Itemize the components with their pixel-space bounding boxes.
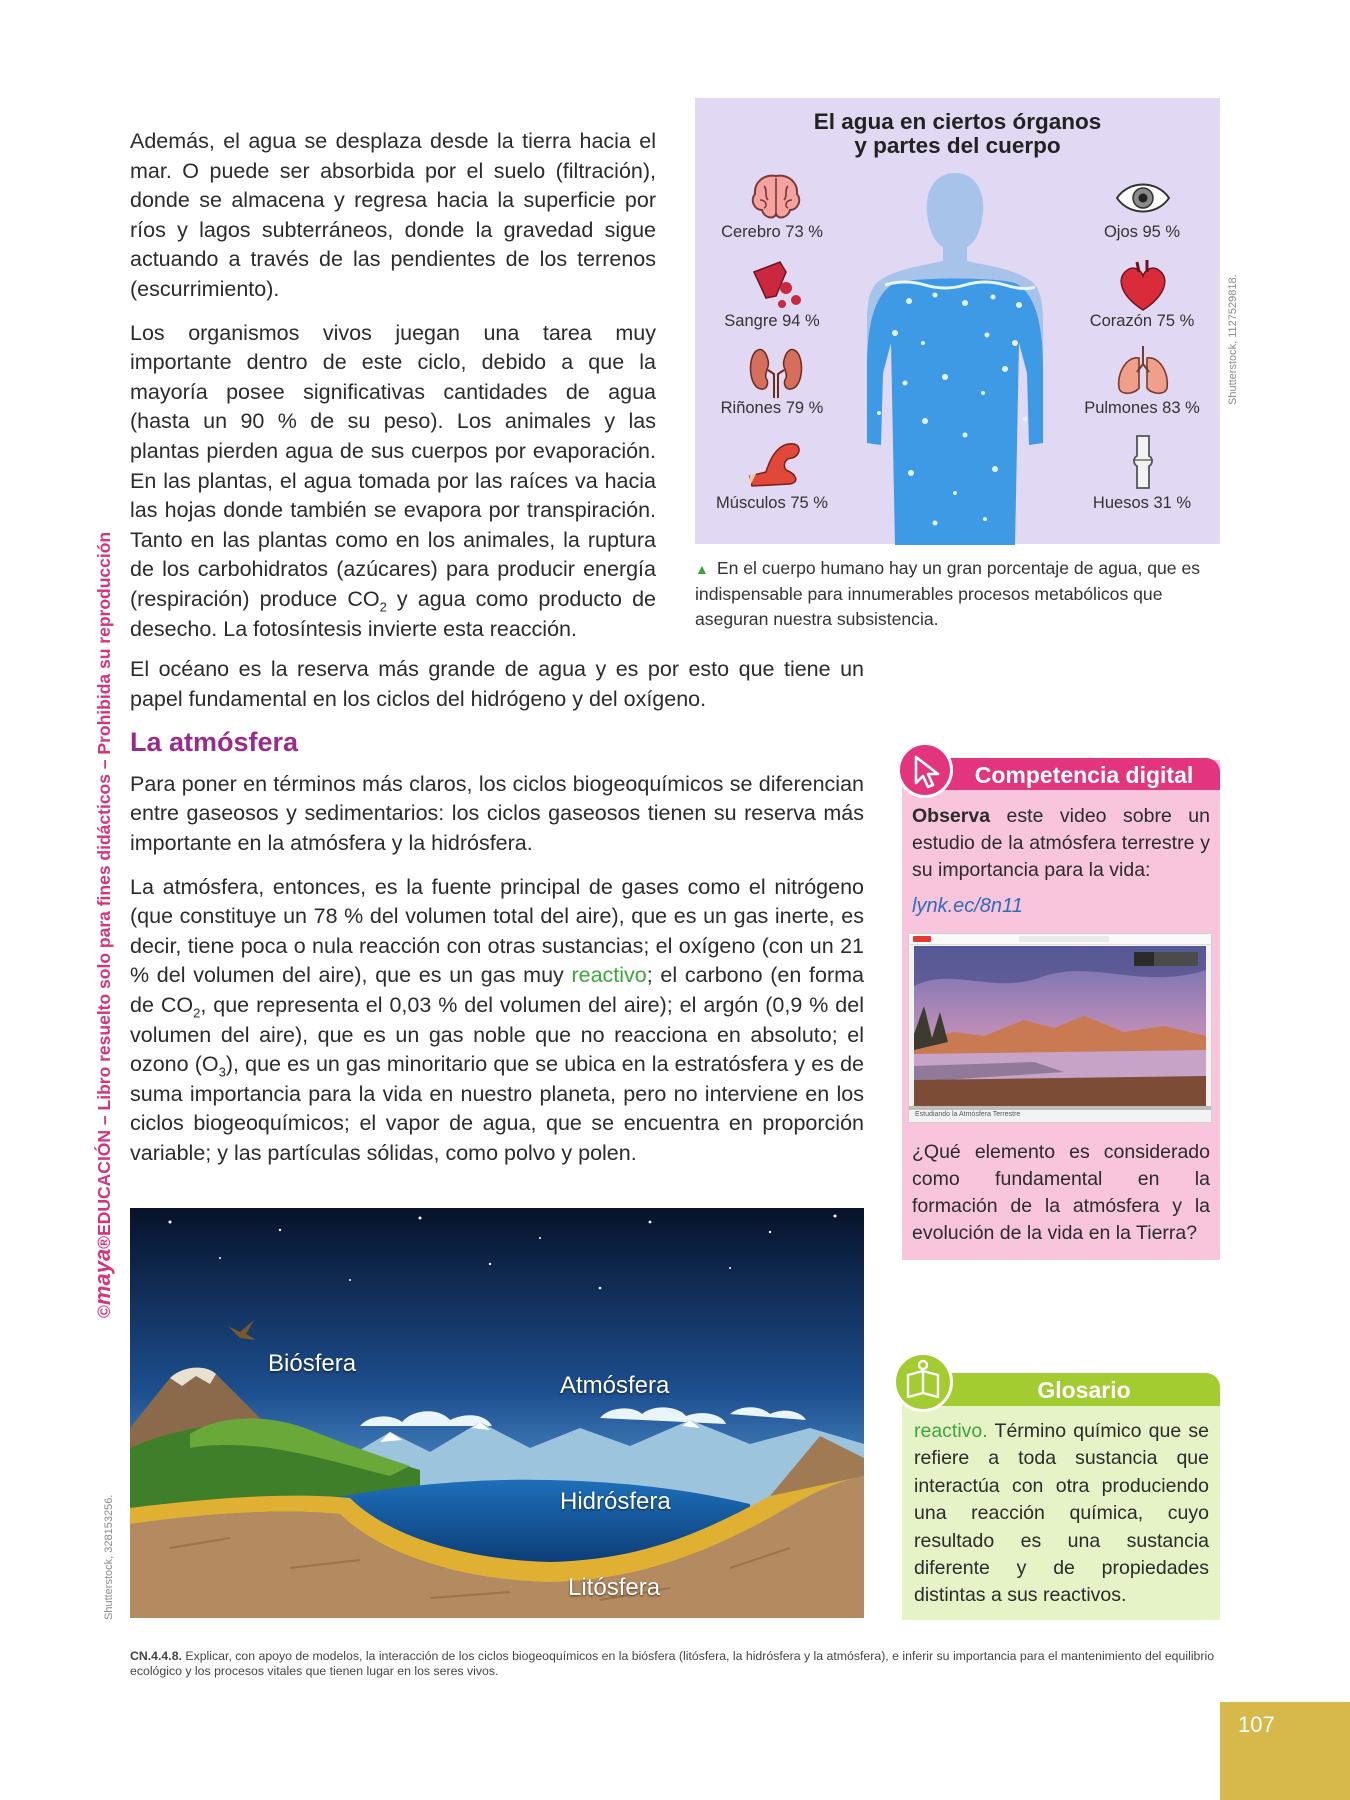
human-body-silhouette bbox=[865, 173, 1045, 545]
infographic-title: El agua en ciertos órganos y partes del cuerpo bbox=[813, 109, 1102, 158]
label-litosfera: Litósfera bbox=[568, 1574, 661, 1601]
eye-icon bbox=[1113, 170, 1173, 226]
section-title: La atmósfera bbox=[130, 727, 299, 758]
book-icon bbox=[893, 1352, 953, 1412]
water-body-infographic bbox=[695, 98, 1220, 544]
video-link[interactable]: lynk.ec/8n11 bbox=[912, 895, 1023, 917]
video-thumbnail[interactable] bbox=[908, 933, 1212, 1123]
caption-triangle-icon: ▲ bbox=[695, 561, 709, 577]
label-atmosfera: Atmósfera bbox=[560, 1372, 670, 1399]
organ-label-rinones: Riñones 79 % bbox=[720, 399, 824, 417]
organ-label-corazon: Corazón 75 % bbox=[1089, 312, 1195, 330]
competencia-digital-header: Competencia digital bbox=[938, 758, 1220, 790]
curriculum-footnote: CN.4.4.8. Explicar, con apoyo de modelos, la interacción de los ciclos biogeoquímicos en la biósfera (litósfera, la hidrósfera y la atmósfera), e inferir su importancia para el mantenimiento del equilibrio ecológico y los procesos vitales que tienen lugar en los seres vivos. bbox=[130, 1649, 1215, 1678]
competencia-text: Observa este video sobre un estudio de la atmósfera terrestre y su importancia para la vida: bbox=[912, 805, 1210, 881]
video-landscape-image bbox=[914, 946, 1206, 1106]
paragraph-atmosphere-gases: La atmósfera, entonces, es la fuente principal de gases como el nitrógeno (que constituye un 78 % del volumen total del aire), que es un gas inerte, es decir, tiene poca o nula reacción con otras sustancias; el oxígeno (con un 21 % del volumen del aire), que es un gas muy reactivo; el carbono (en forma de $CO_2$, que representa el 0,03 % del volumen del aire); el argón (0,9 % del volumen del aire), que es un gas noble que no reacciona en absoluto; el ozono $(O_3)$, que es un gas minoritario que se ubica en la estratósfera y es de suma importancia para la vida en nuestro planeta, pero no interviene en los ciclos biogeoquímicos; el vapor de agua, que se encuentra en proporción variable; y las partículas sólidas, como polvo y polen. bbox=[130, 874, 864, 1165]
organ-label-huesos: Huesos 31 % bbox=[1092, 494, 1192, 512]
muscle-icon bbox=[746, 434, 806, 490]
bone-icon bbox=[1113, 434, 1173, 490]
glosario-definition: reactivo. Término químico que se refiere a toda sustancia que interactúa con otra produciendo una reacción química, cuyo resultado es una sustancia diferente y de propiedades distintas a sus reactivos. bbox=[914, 1420, 1209, 1607]
vertical-copyright-notice: ©maya®EDUCACIÓN – Libro resuelto solo para fines didácticos – Prohibida su reproducción bbox=[90, 531, 115, 1318]
earth-spheres-illustration bbox=[130, 1208, 864, 1618]
paragraph-water-movement: Además, el agua se desplaza desde la tierra hacia el mar. O puede ser absorbida por el suelo (filtración), donde se almacena y regresa hacia la superficie por ríos y lagos subterráneos, donde la gravedad sigue actuando a través de las pendientes de los terrenos (escurrimiento). bbox=[130, 129, 656, 301]
organ-label-cerebro: Cerebro 73 % bbox=[721, 223, 823, 241]
infographic-caption: ▲ En el cuerpo humano hay un gran porcentaje de agua, que es indispensable para innumerables procesos metabólicos que aseguran nuestra subsistencia. bbox=[695, 558, 1201, 629]
paragraph-living-organisms: Los organismos vivos juegan una tarea muy importante dentro de este ciclo, debido a que la mayoría posee significativas cantidades de agua (hasta un 90 % de su peso). Los animales y las plantas pierden agua de sus cuerpos por evaporación. En las plantas, el agua tomada por las raíces va hacia las hojas donde también se evapora por transpiración. Tanto en las plantas como en los animales, la ruptura de los carbohidratos (azúcares) para producir energía (respiración) produce $CO_2$ y agua como producto de desecho. La fotosíntesis invierte esta reacción. bbox=[130, 320, 657, 641]
blood-icon bbox=[746, 258, 806, 314]
upper-text-column bbox=[130, 127, 656, 658]
paragraph-ocean: El océano es la reserva más grande de agua y es por esto que tiene un papel fundamental en los ciclos del hidrógeno y del oxígeno. bbox=[130, 657, 864, 711]
lungs-icon bbox=[1113, 344, 1173, 400]
brand-name: maya bbox=[90, 1248, 115, 1306]
infographic-credit: Shutterstock, 1127529818. bbox=[1227, 274, 1239, 405]
organ-label-ojos: Ojos 95 % bbox=[1103, 223, 1181, 241]
figure-credit: Shutterstock, 328153256. bbox=[103, 1494, 115, 1620]
label-hidrosfera: Hidrósfera bbox=[560, 1488, 671, 1515]
page-number-tab bbox=[1220, 1702, 1350, 1800]
glosario-term: reactivo. bbox=[914, 1420, 988, 1442]
organ-label-sangre: Sangre 94 % bbox=[724, 312, 820, 330]
kidneys-icon bbox=[746, 344, 806, 400]
brain-icon bbox=[746, 170, 806, 226]
video-caption: Estudiando la Atmósfera Terrestre bbox=[915, 1111, 1021, 1118]
glosario-header: Glosario bbox=[938, 1373, 1220, 1406]
keyword-reactivo[interactable]: reactivo bbox=[571, 963, 647, 988]
organ-label-pulmones: Pulmones 83 % bbox=[1084, 399, 1200, 417]
heart-icon bbox=[1113, 258, 1173, 314]
label-biosfera: Biósfera bbox=[268, 1350, 357, 1377]
earth-spheres-figure bbox=[130, 1208, 864, 1618]
page-number: 107 bbox=[1238, 1712, 1275, 1737]
competencia-question: ¿Qué elemento es considerado como fundamental en la formación de la atmósfera y la evolución de la vida en la Tierra? bbox=[912, 1141, 1210, 1244]
lower-text-column bbox=[130, 655, 864, 1183]
paragraph-cycles: Para poner en términos más claros, los ciclos biogeoquímicos se diferencian entre gaseosos y sedimentarios: los ciclos gaseosos tienen su reserva más importante en la atmósfera y la hidrósfera. bbox=[130, 771, 864, 855]
cursor-icon bbox=[897, 742, 953, 798]
organ-label-musculos: Músculos 75 % bbox=[716, 494, 828, 512]
